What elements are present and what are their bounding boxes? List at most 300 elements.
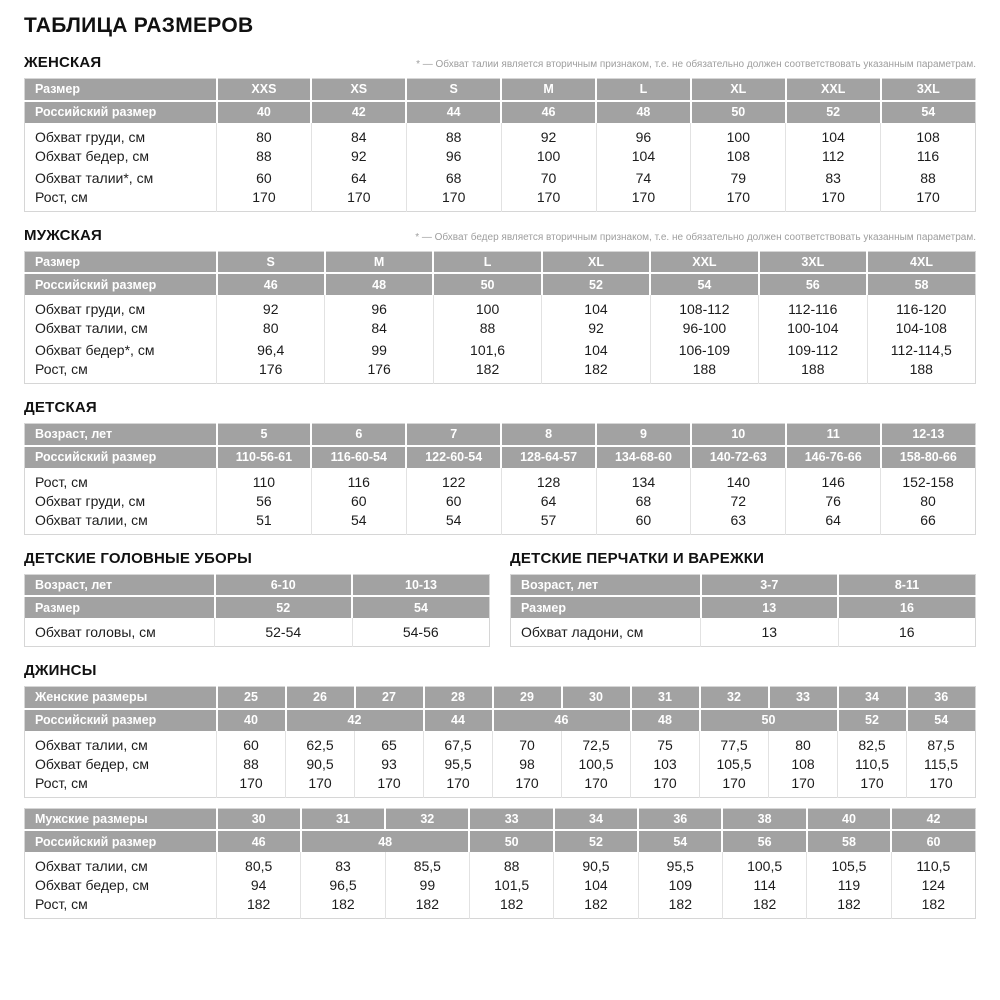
header-cell: S (217, 251, 325, 273)
table-cell: 56 (217, 490, 312, 512)
table-row (25, 896, 976, 919)
table-cell: 96 (325, 295, 433, 317)
row-label: Возраст, лет (25, 424, 217, 446)
table-cell: 88 (469, 852, 553, 874)
table-cell: 76 (786, 490, 881, 512)
table-cell: 100 (691, 123, 786, 145)
header-cell: 44 (424, 709, 493, 731)
row-label: Размер (25, 251, 217, 273)
table-cell: 170 (217, 775, 286, 798)
header-cell: 48 (631, 709, 700, 731)
table-cell: 95,5 (638, 852, 722, 874)
table-cell: 74 (596, 167, 691, 189)
row-label: Российский размер (25, 273, 217, 295)
table-cell: 170 (881, 189, 976, 212)
table-cell: 96,5 (301, 874, 385, 896)
header-cell: 27 (355, 687, 424, 709)
table-cell: 188 (650, 361, 758, 384)
table-cell: 104 (786, 123, 881, 145)
header-cell: 36 (638, 808, 722, 830)
header-cell: 30 (217, 808, 301, 830)
table-cell: 104 (596, 145, 691, 167)
table-cell: 106-109 (650, 339, 758, 361)
jeans-women-table (24, 686, 976, 798)
header-cell: 54 (881, 101, 976, 123)
header-cell: 54 (638, 830, 722, 852)
header-cell: XL (691, 79, 786, 101)
table-cell: 100 (433, 295, 541, 317)
women-size-table (24, 78, 976, 212)
table-cell: 105,5 (700, 753, 769, 775)
table-cell: 170 (700, 775, 769, 798)
table-header-row (25, 808, 976, 830)
table-row (25, 123, 976, 145)
table-cell: 108 (881, 123, 976, 145)
table-cell: 122 (406, 468, 501, 490)
table-cell: 80 (769, 731, 838, 753)
row-label: Обхват талии*, см (35, 169, 154, 186)
kids-size-table (24, 423, 976, 535)
table-cell: 170 (311, 189, 406, 212)
header-cell: 36 (907, 687, 976, 709)
header-cell: XS (311, 79, 406, 101)
header-cell: 50 (469, 830, 553, 852)
jeans-men-table (24, 808, 976, 920)
table-cell: 170 (786, 189, 881, 212)
header-cell: 34 (554, 808, 638, 830)
table-cell: 146 (786, 468, 881, 490)
table-cell: 188 (867, 361, 975, 384)
section-kids-accessories (24, 550, 976, 648)
header-cell: 46 (217, 830, 301, 852)
table-header-row (25, 687, 976, 709)
header-cell: 116-60-54 (311, 446, 406, 468)
header-cell: 6-10 (215, 574, 353, 596)
table-cell: 112-114,5 (867, 339, 975, 361)
table-cell: 13 (701, 618, 839, 647)
header-cell: 54 (907, 709, 976, 731)
table-cell: 182 (722, 896, 806, 919)
header-cell: 25 (217, 687, 286, 709)
header-cell: 54 (352, 596, 490, 618)
table-cell: 92 (217, 295, 325, 317)
table-cell: 100,5 (722, 852, 806, 874)
header-cell: 30 (562, 687, 631, 709)
header-cell: XXS (217, 79, 312, 101)
row-label: Обхват ладони, см (521, 624, 644, 640)
header-cell: 9 (596, 424, 691, 446)
table-cell: 108 (769, 753, 838, 775)
table-cell: 84 (311, 123, 406, 145)
section-women-header (24, 54, 976, 71)
row-label: Возраст, лет (25, 574, 215, 596)
row-label: Российский размер (25, 101, 217, 123)
table-cell: 83 (786, 167, 881, 189)
table-cell: 67,5 (424, 731, 493, 753)
row-label: Российский размер (25, 709, 217, 731)
section-women (24, 54, 976, 212)
table-cell: 112-116 (759, 295, 867, 317)
header-cell: 7 (406, 424, 501, 446)
row-label: Мужские размеры (25, 808, 217, 830)
section-title-hats: ДЕТСКИЕ ГОЛОВНЫЕ УБОРЫ (24, 549, 252, 567)
table-cell: 116-120 (867, 295, 975, 317)
header-cell: 158-80-66 (881, 446, 976, 468)
table-cell: 170 (406, 189, 501, 212)
header-cell: 8 (501, 424, 596, 446)
row-label: Российский размер (25, 830, 217, 852)
header-cell: 48 (301, 830, 470, 852)
header-cell: 31 (631, 687, 700, 709)
table-cell: 170 (286, 775, 355, 798)
table-cell: 95,5 (424, 753, 493, 775)
table-row (25, 490, 976, 512)
section-hats (24, 550, 490, 648)
table-header-row (25, 251, 976, 273)
header-cell: 28 (424, 687, 493, 709)
table-row (25, 295, 976, 317)
header-cell: 128-64-57 (501, 446, 596, 468)
header-cell: 38 (722, 808, 806, 830)
table-cell: 72 (691, 490, 786, 512)
section-kids (24, 399, 976, 535)
row-label: Обхват талии, см (35, 320, 148, 336)
table-cell: 108 (691, 145, 786, 167)
header-cell: 48 (596, 101, 691, 123)
row-label: Обхват груди, см (35, 492, 146, 509)
table-row (25, 189, 976, 212)
table-cell: 101,5 (469, 874, 553, 896)
table-cell: 93 (355, 753, 424, 775)
table-cell: 170 (769, 775, 838, 798)
row-label: Обхват бедер, см (35, 877, 149, 893)
table-cell: 63 (691, 512, 786, 535)
section-men (24, 227, 976, 385)
table-cell: 115,5 (907, 753, 976, 775)
header-cell: 58 (867, 273, 975, 295)
table-header-row (25, 273, 976, 295)
section-note-men: * — Обхват бедер является вторичным признаком, т.е. не обязательно должен соответствовать указанным параметрам. (415, 231, 976, 243)
table-cell: 182 (469, 896, 553, 919)
table-cell: 134 (596, 468, 691, 490)
table-cell: 170 (838, 775, 907, 798)
header-cell: 140-72-63 (691, 446, 786, 468)
header-cell: 29 (493, 687, 562, 709)
table-cell: 64 (311, 167, 406, 189)
section-hats-header (24, 550, 490, 567)
row-label: Рост, см (35, 774, 88, 791)
header-cell: 40 (807, 808, 891, 830)
table-cell: 104 (554, 874, 638, 896)
header-cell: XL (542, 251, 650, 273)
table-cell: 110,5 (838, 753, 907, 775)
table-cell: 72,5 (562, 731, 631, 753)
table-cell: 110,5 (891, 852, 975, 874)
table-cell: 16 (838, 618, 976, 647)
table-header-row (25, 446, 976, 468)
header-cell: 40 (217, 709, 286, 731)
header-cell: 52 (542, 273, 650, 295)
table-row (511, 618, 976, 647)
table-cell: 182 (217, 896, 301, 919)
header-cell: 26 (286, 687, 355, 709)
table-cell: 100 (501, 145, 596, 167)
table-cell: 60 (406, 490, 501, 512)
table-header-row (25, 424, 976, 446)
table-row (25, 775, 976, 798)
table-cell: 109-112 (759, 339, 867, 361)
header-cell: 10-13 (352, 574, 490, 596)
row-label: Размер (25, 596, 215, 618)
table-cell: 100-104 (759, 317, 867, 339)
table-cell: 114 (722, 874, 806, 896)
section-kids-header (24, 399, 976, 416)
table-cell: 51 (217, 512, 312, 535)
table-cell: 60 (596, 512, 691, 535)
table-cell: 80 (217, 123, 312, 145)
table-cell: 64 (786, 512, 881, 535)
header-cell: 40 (217, 101, 312, 123)
table-cell: 60 (217, 731, 286, 753)
table-cell: 101,6 (433, 339, 541, 361)
header-cell: 134-68-60 (596, 446, 691, 468)
header-cell: L (433, 251, 541, 273)
table-cell: 170 (501, 189, 596, 212)
table-cell: 103 (631, 753, 700, 775)
table-cell: 96,4 (217, 339, 325, 361)
row-label: Обхват талии, см (35, 736, 148, 753)
table-cell: 182 (554, 896, 638, 919)
table-cell: 57 (501, 512, 596, 535)
table-cell: 170 (493, 775, 562, 798)
row-label: Российский размер (25, 446, 217, 468)
table-header-row (25, 830, 976, 852)
table-cell: 99 (385, 874, 469, 896)
table-cell: 85,5 (385, 852, 469, 874)
header-cell: L (596, 79, 691, 101)
table-cell: 90,5 (554, 852, 638, 874)
table-row (25, 753, 976, 775)
table-cell: 96 (596, 123, 691, 145)
table-cell: 152-158 (881, 468, 976, 490)
section-note-women: * — Обхват талии является вторичным признаком, т.е. не обязательно должен соответствовать указанным параметрам. (416, 59, 976, 70)
table-cell: 116 (311, 468, 406, 490)
header-cell: 52 (215, 596, 353, 618)
table-row (25, 339, 976, 361)
header-cell: 32 (700, 687, 769, 709)
table-cell: 64 (501, 490, 596, 512)
table-cell: 170 (691, 189, 786, 212)
table-cell: 54 (406, 512, 501, 535)
header-cell: 146-76-66 (786, 446, 881, 468)
table-row (25, 145, 976, 167)
table-cell: 96 (406, 145, 501, 167)
gloves-size-table (510, 574, 976, 648)
header-cell: 50 (700, 709, 838, 731)
row-label: Обхват груди, см (35, 128, 146, 145)
table-cell: 104-108 (867, 317, 975, 339)
table-cell: 88 (217, 145, 312, 167)
table-cell: 128 (501, 468, 596, 490)
table-cell: 54 (311, 512, 406, 535)
table-header-row (25, 596, 490, 618)
table-cell: 88 (217, 753, 286, 775)
table-row (25, 167, 976, 189)
row-label: Обхват талии, см (35, 511, 148, 528)
table-cell: 110 (217, 468, 312, 490)
section-title-women: ЖЕНСКАЯ (24, 54, 102, 71)
table-cell: 98 (493, 753, 562, 775)
table-cell: 77,5 (700, 731, 769, 753)
header-cell: 58 (807, 830, 891, 852)
header-cell: 44 (406, 101, 501, 123)
table-cell: 116 (881, 145, 976, 167)
table-cell: 96-100 (650, 317, 758, 339)
table-cell: 182 (891, 896, 975, 919)
row-label: Обхват бедер, см (35, 755, 149, 772)
table-cell: 88 (433, 317, 541, 339)
row-label: Обхват бедер, см (35, 147, 149, 164)
table-cell: 182 (301, 896, 385, 919)
header-cell: 56 (759, 273, 867, 295)
header-cell: 46 (493, 709, 631, 731)
table-cell: 104 (542, 339, 650, 361)
header-cell: 42 (286, 709, 424, 731)
section-title-men: МУЖСКАЯ (24, 226, 103, 244)
table-cell: 70 (493, 731, 562, 753)
header-cell: 16 (838, 596, 976, 618)
table-cell: 170 (631, 775, 700, 798)
table-cell: 68 (596, 490, 691, 512)
table-cell: 104 (542, 295, 650, 317)
table-cell: 75 (631, 731, 700, 753)
section-gloves (510, 550, 976, 648)
men-size-table (24, 251, 976, 385)
table-cell: 119 (807, 874, 891, 896)
table-cell: 105,5 (807, 852, 891, 874)
table-cell: 66 (881, 512, 976, 535)
row-label: Рост, см (35, 361, 88, 377)
header-cell: 13 (701, 596, 839, 618)
section-men-header (24, 227, 976, 244)
table-cell: 170 (355, 775, 424, 798)
header-cell: 54 (650, 273, 758, 295)
table-cell: 176 (217, 361, 325, 384)
table-cell: 83 (301, 852, 385, 874)
table-cell: 92 (501, 123, 596, 145)
table-cell: 82,5 (838, 731, 907, 753)
table-cell: 84 (325, 317, 433, 339)
table-cell: 88 (406, 123, 501, 145)
table-cell: 182 (385, 896, 469, 919)
table-cell: 79 (691, 167, 786, 189)
section-jeans-header (24, 662, 976, 679)
table-cell: 99 (325, 339, 433, 361)
header-cell: 3XL (881, 79, 976, 101)
header-cell: 3-7 (701, 574, 839, 596)
table-row (25, 512, 976, 535)
table-cell: 60 (311, 490, 406, 512)
header-cell: 8-11 (838, 574, 976, 596)
table-row (25, 731, 976, 753)
page-title: ТАБЛИЦА РАЗМЕРОВ (24, 14, 254, 37)
header-cell: 122-60-54 (406, 446, 501, 468)
table-cell: 60 (217, 167, 312, 189)
table-cell: 92 (311, 145, 406, 167)
header-cell: XXL (786, 79, 881, 101)
row-label: Женские размеры (25, 687, 217, 709)
header-cell: 4XL (867, 251, 975, 273)
section-jeans (24, 662, 976, 919)
header-cell: 33 (469, 808, 553, 830)
row-label: Размер (511, 596, 701, 618)
header-cell: 110-56-61 (217, 446, 312, 468)
row-label: Обхват головы, см (35, 624, 156, 640)
section-title-gloves: ДЕТСКИЕ ПЕРЧАТКИ И ВАРЕЖКИ (510, 549, 765, 567)
row-label: Обхват талии, см (35, 858, 148, 874)
header-cell: 52 (838, 709, 907, 731)
table-cell: 170 (562, 775, 631, 798)
row-label: Возраст, лет (511, 574, 701, 596)
table-cell: 182 (542, 361, 650, 384)
table-cell: 87,5 (907, 731, 976, 753)
header-cell: M (325, 251, 433, 273)
table-cell: 188 (759, 361, 867, 384)
table-cell: 94 (217, 874, 301, 896)
table-cell: 108-112 (650, 295, 758, 317)
header-cell: M (501, 79, 596, 101)
header-cell: 46 (501, 101, 596, 123)
table-row (25, 874, 976, 896)
table-row (25, 361, 976, 384)
table-cell: 124 (891, 874, 975, 896)
table-row (25, 468, 976, 490)
header-cell: XXL (650, 251, 758, 273)
header-cell: 5 (217, 424, 312, 446)
table-header-row (25, 101, 976, 123)
table-cell: 109 (638, 874, 722, 896)
table-cell: 54-56 (352, 618, 490, 647)
table-cell: 68 (406, 167, 501, 189)
header-cell: 52 (554, 830, 638, 852)
table-cell: 65 (355, 731, 424, 753)
table-cell: 112 (786, 145, 881, 167)
table-cell: 62,5 (286, 731, 355, 753)
table-header-row (511, 574, 976, 596)
table-cell: 88 (881, 167, 976, 189)
header-cell: 11 (786, 424, 881, 446)
row-label: Обхват бедер*, см (35, 342, 155, 358)
header-cell: 46 (217, 273, 325, 295)
table-row (25, 852, 976, 874)
header-cell: 31 (301, 808, 385, 830)
table-cell: 182 (638, 896, 722, 919)
row-label: Обхват груди, см (35, 301, 146, 317)
header-cell: 42 (311, 101, 406, 123)
table-cell: 70 (501, 167, 596, 189)
header-cell: 6 (311, 424, 406, 446)
section-title-kids: ДЕТСКАЯ (24, 399, 97, 416)
table-cell: 92 (542, 317, 650, 339)
header-cell: 32 (385, 808, 469, 830)
table-header-row (25, 709, 976, 731)
section-title-jeans: ДЖИНСЫ (24, 662, 97, 679)
row-label: Рост, см (35, 896, 88, 912)
table-row (25, 317, 976, 339)
table-cell: 176 (325, 361, 433, 384)
table-cell: 90,5 (286, 753, 355, 775)
table-cell: 170 (424, 775, 493, 798)
